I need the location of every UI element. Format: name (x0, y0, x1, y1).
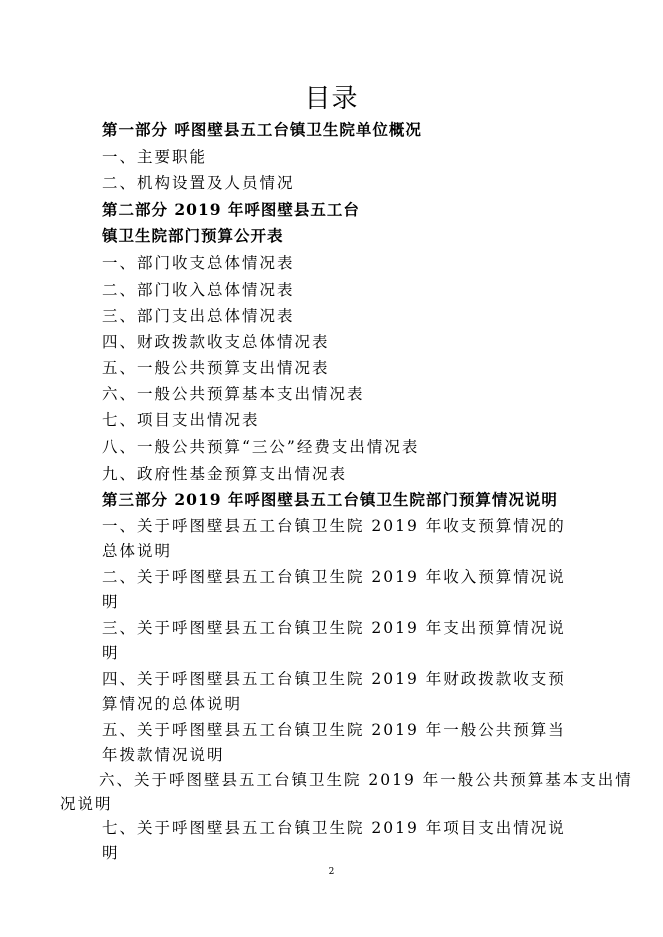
toc-item-line1: 三、关于呼图壁县五工台镇卫生院 2019 年支出预算情况说 (102, 619, 566, 637)
toc-item-line1: 二、关于呼图壁县五工台镇卫生院 2019 年收入预算情况说 (102, 568, 566, 586)
toc-item-line1: 六、关于呼图壁县五工台镇卫生院 2019 年一般公共预算基本支出情 (99, 771, 633, 789)
toc-item: 二、机构设置及人员情况 (102, 174, 295, 192)
toc-item-line2: 况说明 (60, 795, 113, 813)
part3-heading: 第三部分 2019 年呼图壁县五工台镇卫生院部门预算情况说明 (102, 490, 558, 509)
toc-item-line2: 明 (102, 593, 120, 611)
toc-item: 一、主要职能 (102, 148, 208, 166)
toc-item-line1: 五、关于呼图壁县五工台镇卫生院 2019 年一般公共预算当 (102, 721, 566, 739)
toc-item: 五、一般公共预算支出情况表 (102, 359, 330, 377)
page-number: 2 (328, 867, 335, 877)
toc-item: 一、部门收支总体情况表 (102, 254, 295, 272)
toc-item: 四、财政拨款收支总体情况表 (102, 333, 330, 351)
part1-heading: 第一部分 呼图壁县五工台镇卫生院单位概况 (102, 120, 422, 139)
page-title: 目录 (304, 84, 359, 114)
toc-item: 七、项目支出情况表 (102, 411, 260, 429)
toc-item: 六、一般公共预算基本支出情况表 (102, 385, 365, 403)
part2-heading-line2: 镇卫生院部门预算公开表 (102, 226, 284, 245)
toc-item-line1: 七、关于呼图壁县五工台镇卫生院 2019 年项目支出情况说 (102, 819, 566, 837)
toc-item-line2: 年拨款情况说明 (102, 746, 225, 764)
toc-item-line2: 明 (102, 644, 120, 662)
toc-item-line2: 总体说明 (102, 542, 173, 560)
toc-item-line1: 一、关于呼图壁县五工台镇卫生院 2019 年收支预算情况的 (102, 517, 566, 535)
toc-item: 九、政府性基金预算支出情况表 (102, 465, 348, 483)
toc-item: 二、部门收入总体情况表 (102, 281, 295, 299)
toc-item: 八、一般公共预算“三公”经费支出情况表 (102, 438, 420, 456)
toc-item-line2: 明 (102, 844, 120, 862)
toc-item-line1: 四、关于呼图壁县五工台镇卫生院 2019 年财政拨款收支预 (102, 670, 566, 688)
toc-item: 三、部门支出总体情况表 (102, 307, 295, 325)
toc-item-line2: 算情况的总体说明 (102, 695, 243, 713)
part2-heading-line1: 第二部分 2019 年呼图壁县五工台 (102, 200, 360, 219)
